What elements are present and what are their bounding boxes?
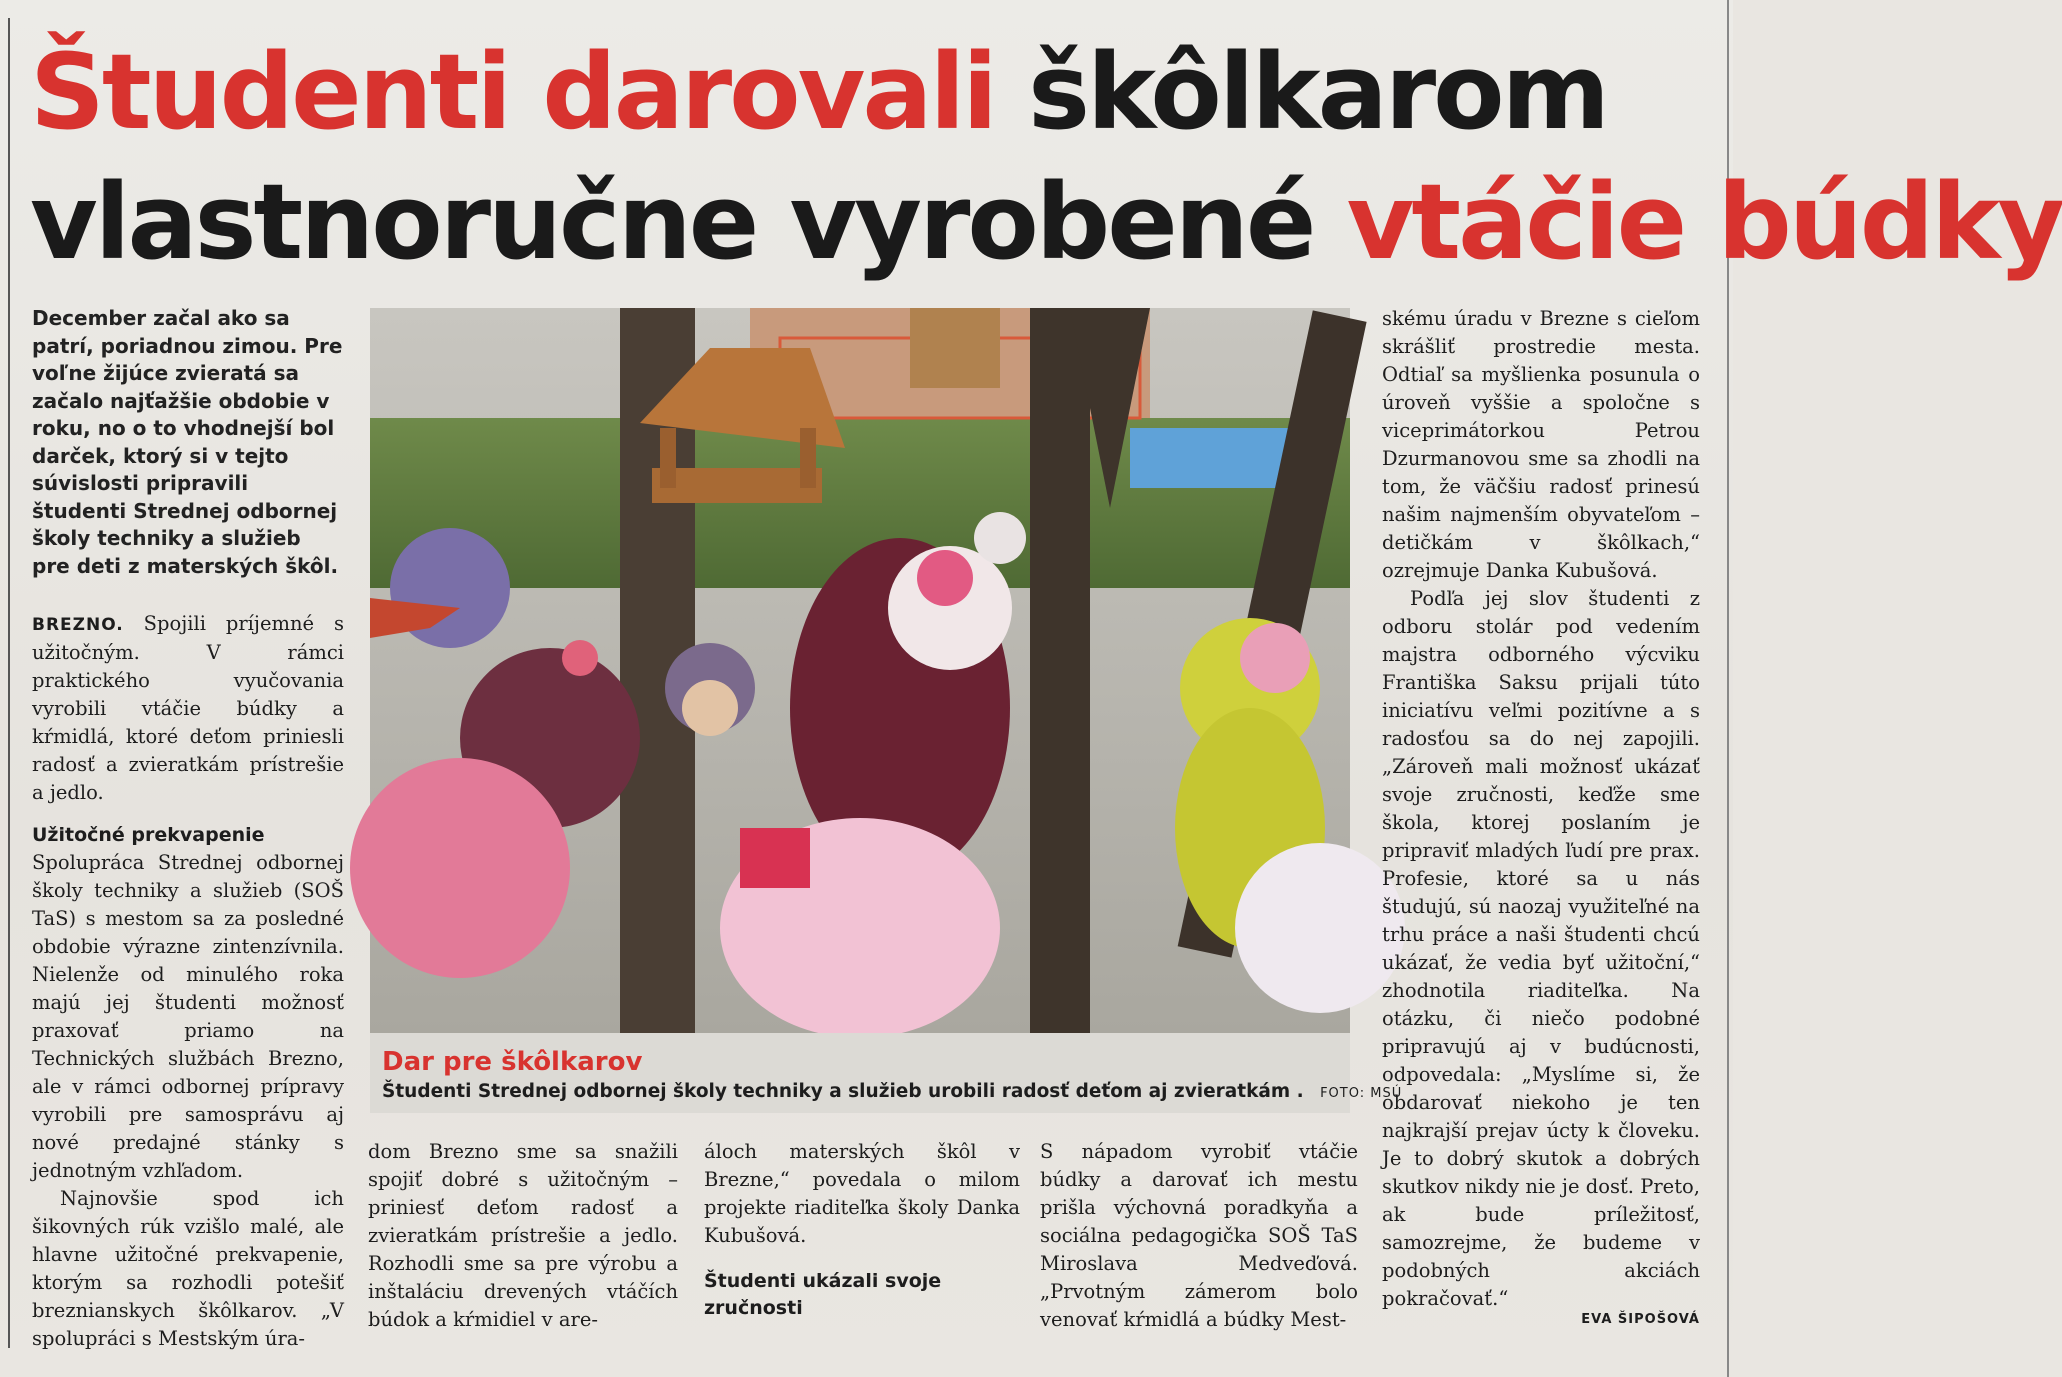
colr-paragraph-2: Podľa jej slov študenti z odboru stolár pod vedením majstra odborného výcviku Františka Saksu prijali túto iniciatívu veľmi pozitívne a s radosťou sa do nej zapojili. „Zároveň mali možnosť ukázať svoje zručnosti, keďže sme škola, ktorej poslaním je pripraviť mladých ľudí pre prax. Profesie, ktoré sa u nás študujú, sú naozaj využiteľné na trhu práce a naši študenti chcú ukázať, že vedia byť užitoční,“ zhodnotila riaditeľka. Na otázku, či niečo podobné pripravujú aj v budúcnosti, odpovedala: „Myslíme si, že obdarovať niekoho je ten najkrajší prejav úcty k človeku. Je to dobrý skutok a dobrých skutkov nikdy nie je dosť. Preto, ak bude príležitosť, samozrejme, že budeme v podobných akciách pokračovať.“ xyxy=(1382,587,1700,1310)
caption-text xyxy=(382,1081,1402,1102)
article-column-bottom-2 xyxy=(704,1138,1020,1322)
photo-caption-bar xyxy=(370,1033,1403,1113)
colb3-paragraph: S nápadom vyrobiť vtáčie búdky a darovať ich mestu prišla výchovná poradkyňa a sociálna pedagogička SOŠ TaS Miroslava Medveďová. „Prvotným zámerom bolo venovať kŕmidlá a búdky Mest- xyxy=(1040,1140,1358,1331)
caption-title: Dar pre škôlkarov xyxy=(382,1047,643,1077)
subheading-uzitocne-prekvapenie: Užitočné prekvapenie xyxy=(32,824,265,846)
col1-paragraph-2: Spolupráca Strednej odbornej školy techniky a služieb (SOŠ TaS) s mestom sa za posledné obdobie výrazne zintenzívnila. Nielenže od minulého roka majú jej študenti možnosť praxovať priamo na Technických službách Brezno, ale v rámci odbornej prípravy vyrobili pre samosprávu aj nové predajné stánky s jednotným vzhľadom. xyxy=(32,851,344,1182)
headline-red-part-2: vtáčie búdky xyxy=(1346,161,2062,283)
article-column-right xyxy=(1382,305,1700,1313)
headline-red-part-1: Študenti darovali xyxy=(30,31,995,153)
headline-black-part-1: škôlkarom xyxy=(1028,31,1607,153)
article-column-bottom-1 xyxy=(368,1138,678,1334)
colb2-paragraph: áloch materských škôl v Brezne,“ povedala o milom projekte riaditeľka školy Danka Kubušová. xyxy=(704,1140,1020,1247)
caption-description: Študenti Strednej odbornej školy techniky a služieb urobili radosť deťom aj zvieratkám . xyxy=(382,1081,1304,1102)
photo-children-birdhouse-illustration xyxy=(370,308,1350,1033)
headline-black-part-2: vlastnoručne vyrobené xyxy=(30,161,1314,283)
headline-line-1 xyxy=(30,31,1710,153)
photo-credit: FOTO: MSÚ xyxy=(1320,1086,1403,1101)
col1-paragraph-3: Najnovšie spod ich šikovných rúk vzišlo malé, ale hlavne užitočné prekvapenie, ktorým sa rozhodli potešiť breznianskych škôlkarov. „V spolupráci s Mestským úra- xyxy=(32,1187,344,1350)
dateline: BREZNO. xyxy=(32,615,124,635)
left-border-rule xyxy=(8,18,10,1348)
colr-paragraph-1: skému úradu v Brezne s cieľom skrášliť prostredie mesta. Odtiaľ sa myšlienka posunula o úroveň vyššie a spoločne s viceprimátorkou Petrou Dzurmanovou sme sa zhodli na tom, že väčšiu radosť prinesú našim najmenším obyvateľom – detičkám v škôlkach,“ ozrejmuje Danka Kubušová. xyxy=(1382,307,1700,582)
colb1-paragraph: dom Brezno sme sa snažili spojiť dobré s užitočným – priniesť deťom radosť a zvieratkám prístrešie a jedlo. Rozhodli sme sa pre výrobu a inštaláciu drevených vtáčích búdok a kŕmidiel v are- xyxy=(368,1140,678,1331)
subheading-studenti-ukazali: Študenti ukázali svoje zručnosti xyxy=(704,1270,942,1319)
headline-line-2 xyxy=(30,161,2062,283)
article-column-bottom-3 xyxy=(1040,1138,1358,1334)
photo-with-caption xyxy=(370,308,1403,1113)
article-column-1 xyxy=(32,610,344,1353)
author-byline: EVA ŠIPOŠOVÁ xyxy=(1581,1312,1700,1327)
lead-paragraph: December začal ako sa patrí, poriadnou zimou. Pre voľne žijúce zvieratá sa začalo najťažšie obdobie v roku, no o to vhodnejší bol darček, ktorý si v tejto súvislosti pripravili študenti Strednej odbornej školy techniky a služieb pre deti z materských škôl. xyxy=(32,306,343,578)
col1-paragraph-1: Spojili príjemné s užitočným. V rámci praktického vyučovania vyrobili vtáčie búdky a kŕmidlá, ktoré deťom priniesli radosť a zvieratkám prístrešie a jedlo. xyxy=(32,612,344,804)
article-photo xyxy=(370,308,1350,1033)
